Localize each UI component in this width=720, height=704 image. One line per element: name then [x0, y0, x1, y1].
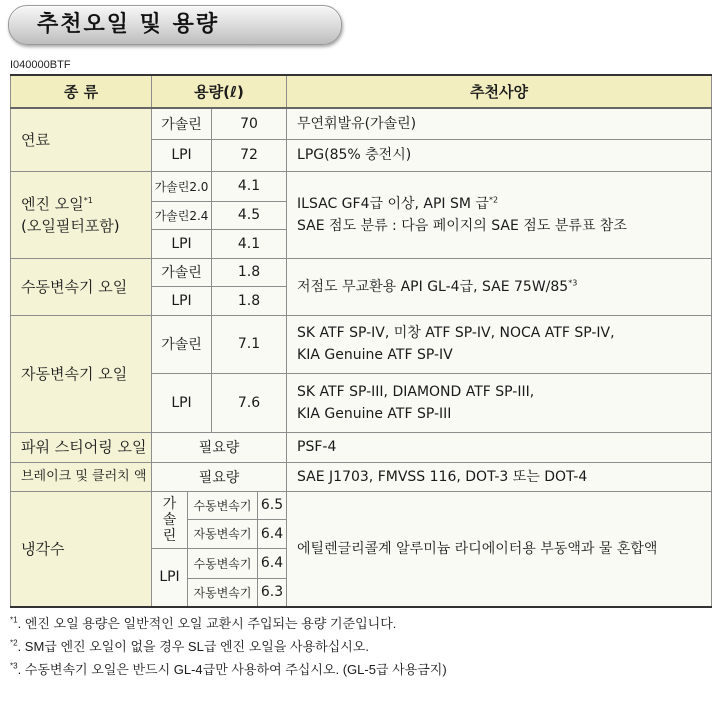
engine-oil-lpi-value: 4.1	[212, 229, 287, 258]
manual-trans-rec	[287, 258, 712, 315]
coolant-gasoline-char-1: 가	[162, 495, 177, 512]
coolant-rec: 에틸렌글리콜계 알루미늄 라디에이터용 부동액과 물 혼합액	[287, 491, 712, 607]
coolant-gasoline-char-2: 솔	[162, 511, 177, 528]
engine-oil-g24-value: 4.5	[212, 201, 287, 229]
manual-trans-lpi-sub: LPI	[152, 286, 212, 315]
fuel-gasoline-value: 70	[212, 108, 287, 139]
coolant-g-manual-value: 6.5	[258, 491, 287, 519]
table-row	[11, 258, 712, 286]
footnote-3-mark: *3	[10, 661, 18, 671]
auto-trans-gasoline-rec-line2: KIA Genuine ATF SP-IV	[297, 347, 453, 363]
table-header-row	[11, 75, 712, 108]
header-kind: 종 류	[11, 75, 152, 108]
engine-oil-rec-footnote-mark: *2	[488, 194, 499, 204]
table-row	[11, 462, 712, 491]
auto-trans-gasoline-rec	[287, 315, 712, 373]
coolant-lpi-sub: LPI	[152, 548, 188, 607]
coolant-label: 냉각수	[11, 491, 152, 607]
coolant-g-auto-sub: 자동변속기	[188, 519, 258, 548]
oil-capacity-table	[10, 74, 712, 608]
footnote-2-mark: *2	[10, 638, 18, 648]
footnote-2	[10, 635, 447, 658]
fuel-lpi-value: 72	[212, 139, 287, 171]
table-row	[11, 432, 712, 462]
engine-oil-label-line2: (오일필터포함)	[21, 216, 120, 235]
table-row	[11, 108, 712, 139]
header-capacity: 용량(ℓ)	[152, 75, 287, 108]
title-banner	[8, 5, 342, 45]
manual-trans-label: 수동변속기 오일	[11, 258, 152, 315]
manual-trans-gasoline-sub: 가솔린	[152, 258, 212, 286]
auto-trans-gasoline-rec-line1: SK ATF SP-IV, 미창 ATF SP-IV, NOCA ATF SP-IV,	[297, 325, 615, 341]
coolant-gasoline-char-3: 린	[162, 527, 177, 544]
footnote-1	[10, 612, 447, 635]
power-steering-rec: PSF-4	[287, 432, 712, 462]
fuel-label: 연료	[11, 108, 152, 171]
table-row	[11, 315, 712, 373]
coolant-lpi-manual-sub: 수동변속기	[188, 548, 258, 578]
engine-oil-g20-value: 4.1	[212, 171, 287, 201]
manual-trans-footnote-mark: *3	[568, 277, 578, 287]
auto-trans-lpi-value: 7.6	[212, 373, 287, 432]
table-row	[11, 491, 712, 519]
auto-trans-lpi-rec	[287, 373, 712, 432]
footnote-2-text: . SM급 엔진 오일이 없을 경우 SL급 엔진 오일을 사용하십시오.	[17, 639, 369, 654]
footnote-1-text: . 엔진 오일 용량은 일반적인 오일 교환시 주입되는 용량 기준입니다.	[17, 616, 397, 631]
brake-rec: SAE J1703, FMVSS 116, DOT-3 또는 DOT-4	[287, 462, 712, 491]
fuel-lpi-rec: LPG(85% 충전시)	[287, 139, 712, 171]
auto-trans-gasoline-sub: 가솔린	[152, 315, 212, 373]
fuel-gasoline-rec: 무연휘발유(가솔린)	[287, 108, 712, 139]
engine-oil-footnote-mark: *1	[83, 195, 93, 205]
fuel-gasoline-sub: 가솔린	[152, 108, 212, 139]
engine-oil-rec-line2: SAE 점도 분류 : 다음 페이지의 SAE 점도 분류표 참조	[297, 217, 627, 234]
coolant-g-auto-value: 6.4	[258, 519, 287, 548]
engine-oil-label	[11, 171, 152, 258]
brake-label: 브레이크 및 클러치 액	[11, 462, 152, 491]
footnote-3	[10, 658, 447, 681]
auto-trans-label: 자동변속기 오일	[11, 315, 152, 432]
engine-oil-rec-line1: ILSAC GF4급 이상, API SM 급	[297, 195, 489, 212]
engine-oil-label-line1: 엔진 오일	[21, 194, 84, 213]
footnotes	[10, 612, 447, 681]
brake-value: 필요량	[152, 462, 287, 491]
coolant-lpi-auto-sub: 자동변속기	[188, 578, 258, 607]
coolant-lpi-manual-value: 6.4	[258, 548, 287, 578]
header-recommendation: 추천사양	[287, 75, 712, 108]
engine-oil-rec	[287, 171, 712, 258]
manual-trans-rec-text: 저점도 무교환용 API GL-4급, SAE 75W/85	[297, 278, 569, 295]
auto-trans-lpi-rec-line2: KIA Genuine ATF SP-III	[297, 405, 452, 422]
fuel-lpi-sub: LPI	[152, 139, 212, 171]
auto-trans-lpi-sub: LPI	[152, 373, 212, 432]
manual-trans-lpi-value: 1.8	[212, 286, 287, 315]
coolant-g-manual-sub: 수동변속기	[188, 491, 258, 519]
footnote-1-mark: *1	[10, 615, 18, 625]
power-steering-label: 파워 스티어링 오일	[11, 432, 152, 462]
coolant-lpi-auto-value: 6.3	[258, 578, 287, 607]
coolant-gasoline-sub	[152, 491, 188, 548]
page-title: 추천오일 및 용량	[37, 12, 220, 37]
power-steering-value: 필요량	[152, 432, 287, 462]
auto-trans-gasoline-value: 7.1	[212, 315, 287, 373]
document-code: I040000BTF	[10, 59, 71, 71]
auto-trans-lpi-rec-line1: SK ATF SP-III, DIAMOND ATF SP-III,	[297, 383, 535, 400]
table-row	[11, 171, 712, 201]
engine-oil-g24-sub: 가솔린2.4	[152, 201, 212, 229]
footnote-3-text: . 수동변속기 오일은 반드시 GL-4급만 사용하여 주십시오. (GL-5급 사용금지)	[17, 662, 447, 677]
engine-oil-g20-sub: 가솔린2.0	[152, 171, 212, 201]
engine-oil-lpi-sub: LPI	[152, 229, 212, 258]
manual-trans-gasoline-value: 1.8	[212, 258, 287, 286]
